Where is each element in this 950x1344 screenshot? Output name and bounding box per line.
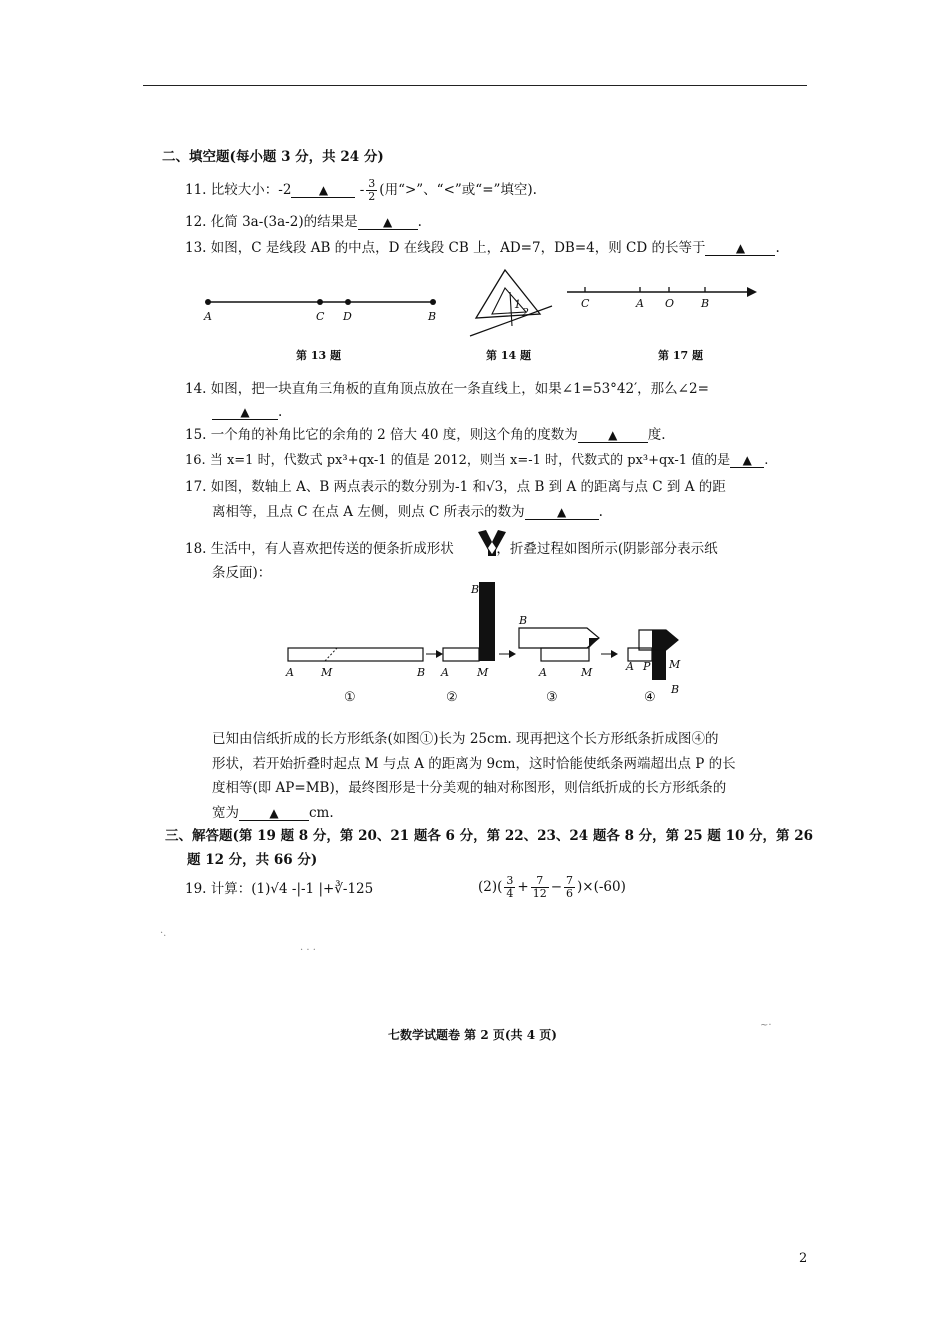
svg-text:M: M	[321, 666, 333, 679]
page-footer: 七数学试题卷 第 2 页(共 4 页)	[388, 1028, 557, 1042]
answer-blank: ▲	[212, 403, 278, 420]
svg-text:A: A	[441, 666, 449, 679]
answer-blank: ▲	[578, 426, 648, 443]
figure-13-segment	[200, 290, 450, 330]
answer-blank: ▲	[730, 451, 764, 468]
question-18: 18. 生活中，有人喜欢把传送的便条折成形状 ，折叠过程如图所示(阴影部分表示纸	[185, 541, 718, 557]
top-rule	[143, 85, 807, 86]
svg-text:A: A	[286, 666, 294, 679]
figure-14-triangle	[470, 268, 555, 343]
label-O: O	[665, 297, 675, 310]
svg-text:B: B	[471, 583, 480, 596]
question-19: 19. 计算：(1)√4 -|-1 |+∛-125	[185, 881, 374, 897]
step-number-4: ④	[644, 690, 656, 705]
step-number-1: ①	[344, 690, 356, 705]
scan-noise: ·.	[160, 928, 167, 939]
svg-text:M: M	[669, 658, 681, 671]
answer-blank: ▲	[358, 213, 418, 230]
question-18-body-3: 度相等(即 AP=MB)，最终图形是十分美观的轴对称图形，则信纸折成的长方形纸条的	[212, 780, 727, 796]
figure-14-caption: 第 14 题	[486, 349, 531, 362]
label-A: A	[204, 310, 212, 323]
scan-noise: · · ·	[300, 945, 316, 956]
label-D: D	[343, 310, 352, 323]
svg-text:A: A	[539, 666, 547, 679]
figure-13-caption: 第 13 题	[296, 349, 341, 362]
label-C: C	[316, 310, 325, 323]
section-heading: 二、填空题(每小题 3 分，共 24 分)	[162, 149, 384, 165]
question-16: 16. 当 x=1 时，代数式 px³+qx-1 的值是 2012，则当 x=-1 时，代数式的 px³+qx-1 值的是 ▲ .	[185, 453, 769, 468]
question-18-body-1: 已知由信纸折成的长方形纸条(如图①)长为 25cm. 现再把这个长方形纸条折成图④的	[212, 731, 719, 747]
question-13: 13. 如图，C 是线段 AB 的中点，D 在线段 CB 上，AD=7，DB=4，则 CD 的长等于 ▲ .	[185, 240, 780, 256]
label-B: B	[701, 297, 710, 310]
folded-note-icon	[476, 528, 508, 558]
section-3-heading: 三、解答题(第 19 题 8 分，第 20、21 题各 6 分，第 22、23、24 题各 8 分，第 25 题 10 分，第 26	[165, 828, 814, 844]
scan-noise: ~·	[760, 1020, 772, 1031]
question-14-answer: ▲ .	[212, 403, 282, 421]
fraction: $\frac{3}{2}$	[368, 177, 376, 203]
answer-blank: ▲	[705, 239, 775, 256]
svg-text:B: B	[671, 683, 680, 696]
figure-17-caption: 第 17 题	[658, 349, 703, 362]
question-18-body-4: 宽为 ▲ cm.	[212, 805, 334, 821]
label-A: A	[636, 297, 644, 310]
angle-1-label: 1	[514, 298, 521, 311]
figure-17-number-line	[565, 280, 760, 310]
question-18-body-2: 形状，若开始折叠时起点 M 与点 A 的距离为 9cm，这时恰能使纸条两端超出点 P 的长	[212, 756, 736, 772]
svg-text:M: M	[477, 666, 489, 679]
svg-text:P: P	[643, 660, 651, 673]
question-15: 15. 一个角的补角比它的余角的 2 倍大 40 度，则这个角的度数为 ▲ 度.	[185, 427, 666, 443]
svg-text:B: B	[519, 614, 528, 627]
angle-2-label: 2	[522, 306, 529, 319]
svg-text:A: A	[626, 660, 634, 673]
question-14: 14. 如图，把一块直角三角板的直角顶点放在一条直线上，如果∠1=53°42′，那么∠2=	[185, 381, 709, 397]
question-11: 11. 比较大小：-2 ▲ - $\frac{3}{2}$ (用“>”、“<”或“=”填空).	[185, 177, 537, 203]
question-19-part-2: (2)( $\frac{3}{4}$ + $\frac{7}{12}$ − $\frac{7}{6}$ )×(-60)	[478, 874, 626, 900]
svg-text:B: B	[417, 666, 426, 679]
answer-blank: ▲	[525, 503, 599, 520]
question-17-line-2: 离相等，且点 C 在点 A 左侧，则点 C 所表示的数为 ▲ .	[212, 504, 603, 520]
step-number-2: ②	[446, 690, 458, 705]
label-B: B	[428, 310, 437, 323]
answer-blank: ▲	[291, 181, 355, 198]
page-number: 2	[799, 1251, 808, 1266]
label-C: C	[581, 297, 590, 310]
answer-blank: ▲	[239, 804, 309, 821]
step-number-3: ③	[546, 690, 558, 705]
question-12: 12. 化简 3a-(3a-2)的结果是 ▲ .	[185, 214, 422, 230]
section-3-heading-line-2: 题 12 分，共 66 分)	[187, 852, 318, 868]
question-17: 17. 如图，数轴上 A、B 两点表示的数分别为-1 和√3，点 B 到 A 的距离与点 C 到 A 的距	[185, 479, 726, 495]
question-18-line-2: 条反面)：	[212, 565, 272, 581]
svg-text:M: M	[581, 666, 593, 679]
